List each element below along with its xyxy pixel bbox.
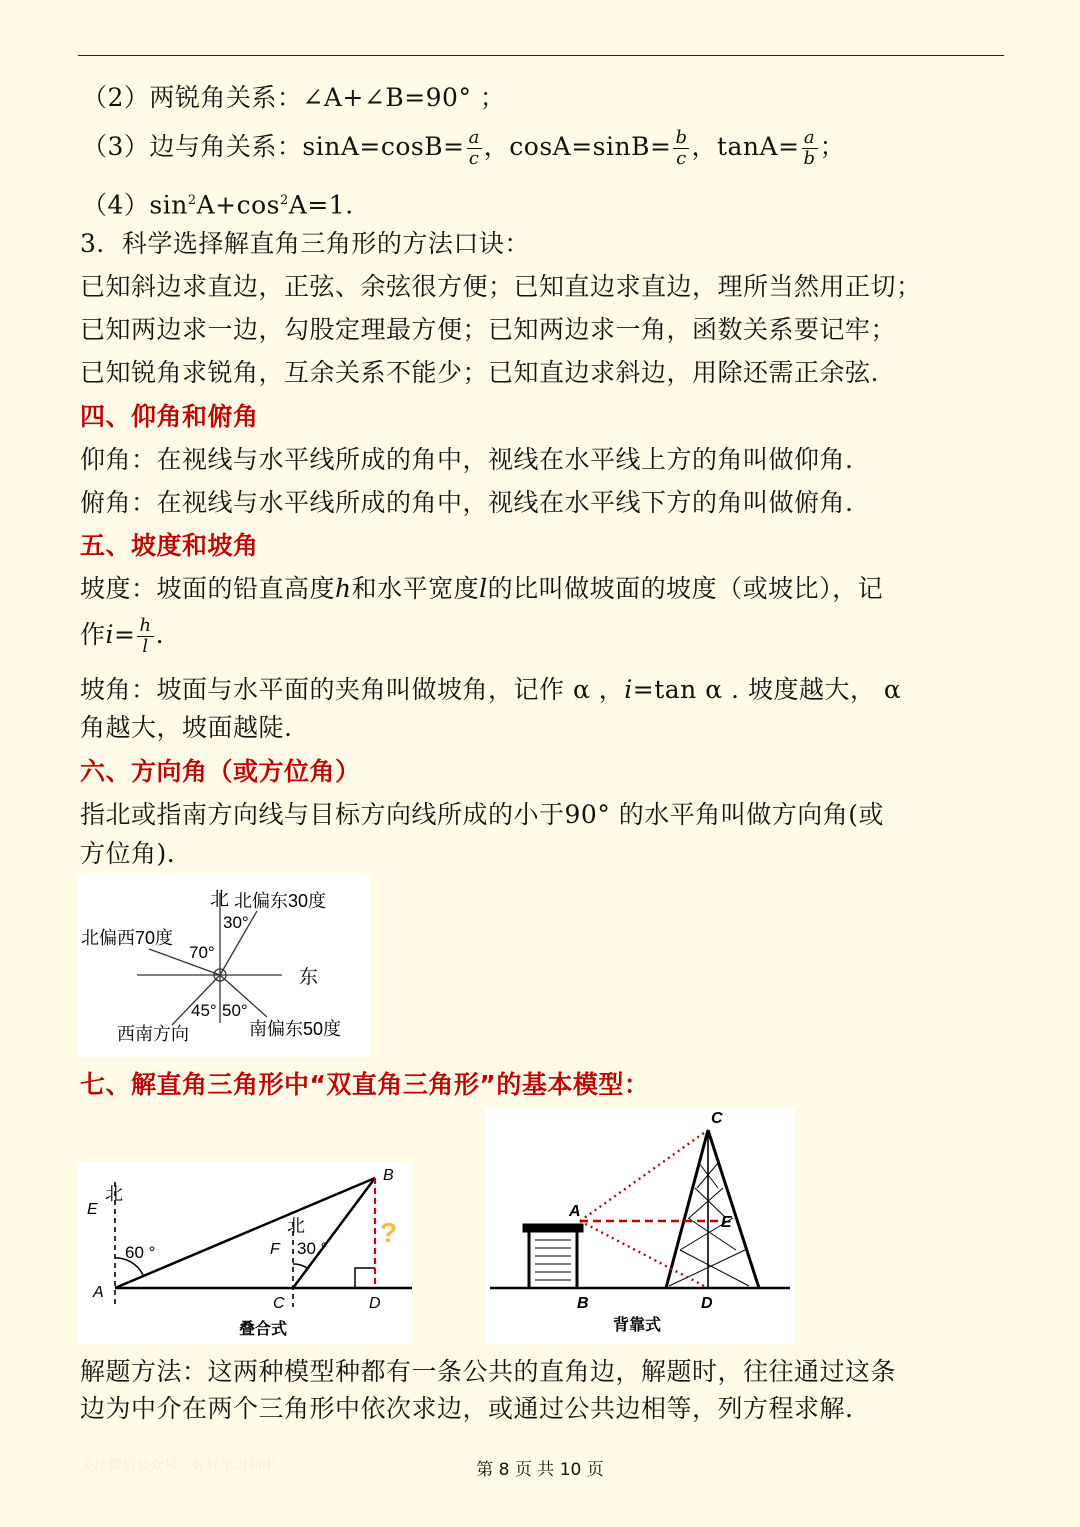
- compass-east-label: 东: [299, 967, 319, 988]
- question-mark: ?: [380, 1217, 398, 1248]
- svg-text:A: A: [93, 1284, 104, 1301]
- direction-angle-continued: 方位角).: [80, 839, 176, 868]
- page-number: 第 8 页 共 10 页: [476, 1460, 604, 1480]
- tan-formula: ，tanA=: [691, 132, 800, 161]
- overlap-caption: 叠合式: [239, 1321, 288, 1338]
- svg-text:D: D: [701, 1295, 713, 1312]
- svg-text:30 °: 30 °: [297, 1239, 328, 1258]
- fraction-b-c: $\frac{b}{c}$: [675, 127, 688, 169]
- mnemonic-line-2: 已知两边求一边，勾股定理最方便；已知两边求一角，函数关系要记牢；: [80, 315, 897, 344]
- method-line-1: 解题方法：这两种模型种都有一条公共的直角边，解题时，往往通过这条: [80, 1357, 897, 1386]
- back-model-diagram: [485, 1108, 795, 1344]
- svg-text:F: F: [270, 1241, 280, 1258]
- compass-ne30-label: 北偏东30度: [234, 891, 327, 911]
- compass-nw70-label: 北偏西70度: [81, 928, 174, 948]
- back-caption: 背靠式: [613, 1317, 662, 1334]
- svg-text:A: A: [569, 1203, 581, 1220]
- overlap-model-diagram: [77, 1162, 412, 1344]
- relation-angles-formula: ∠A+∠B=90°: [302, 83, 472, 112]
- compass-se50-label: 南偏东50度: [249, 1019, 342, 1039]
- section-6-heading: 六、方向角（或方位角）: [80, 757, 361, 786]
- tower-left-leg: [666, 1130, 708, 1288]
- section-4-heading: 四、仰角和俯角: [80, 402, 259, 431]
- compass-50-label: 50°: [222, 1001, 248, 1020]
- svg-text:北: 北: [105, 1184, 123, 1204]
- relation-angles: （2）两锐角关系：∠A+∠B=90° ；: [82, 83, 506, 112]
- compass-north-label: 北: [210, 889, 230, 910]
- svg-text:C: C: [273, 1295, 285, 1312]
- fraction-h-l: $\frac{h}{l}$: [139, 615, 152, 657]
- cos-formula: ，cosA=sinB=: [483, 132, 672, 161]
- svg-text:E: E: [87, 1201, 98, 1218]
- svg-text:B: B: [383, 1167, 394, 1184]
- compass-sw-label: 西南方向: [117, 1024, 189, 1044]
- slope-angle-definition: 坡角：坡面与水平面的夹角叫做坡角，记作 α ，i=tan α . 坡度越大， α: [80, 675, 902, 704]
- compass-30-label: 30°: [223, 913, 249, 932]
- elevation-definition: 仰角：在视线与水平线所成的角中，视线在水平线上方的角叫做仰角.: [80, 445, 854, 474]
- compass-diagram: [77, 875, 371, 1057]
- mnemonic-line-3: 已知锐角求锐角，互余关系不能少；已知直边求斜边，用除还需正余弦.: [80, 358, 879, 387]
- direction-angle-definition: 指北或指南方向线与目标方向线所成的小于90° 的水平角叫做方向角(或: [80, 800, 885, 829]
- mnemonic-title: 3．科学选择解直角三角形的方法口诀：: [80, 229, 530, 258]
- svg-text:60 °: 60 °: [125, 1243, 156, 1262]
- section-5-heading: 五、坡度和坡角: [80, 531, 259, 560]
- footer-watermark: 关注微信公众号：好好学习初中: [80, 1458, 276, 1474]
- section-7-heading: 七、解直角三角形中“双直角三角形”的基本模型：: [80, 1070, 650, 1099]
- relation-square: $(4)\sin^2A+\cos^2A=1$.: [82, 190, 354, 220]
- sin-formula: sinA=cosB=: [302, 132, 465, 161]
- mnemonic-line-1: 已知斜边求直边，正弦、余弦很方便；已知直边求直边，理所当然用正切；: [80, 272, 922, 301]
- relation-angles-label: （2）两锐角关系：: [82, 83, 303, 112]
- slope-angle-continued: 角越大，坡面越陡.: [80, 713, 293, 742]
- fraction-a-c: $\frac{a}{c}$: [468, 127, 480, 169]
- grade-definition: 坡度：坡面的铅直高度h和水平宽度l的比叫做坡面的坡度（或坡比），记: [80, 574, 884, 603]
- grade-formula: 作i= $\frac{h}{l}$ .: [80, 615, 165, 657]
- method-line-2: 边为中介在两个三角形中依次求边，或通过公共边相等，列方程求解.: [80, 1394, 854, 1423]
- svg-text:C: C: [711, 1110, 723, 1127]
- relation-sides: （3）边与角关系：sinA=cosB= $\frac{a}{c}$ ，cosA=sinB= $\frac{b}{c}$ ，tanA= $\frac{a}{b}$ ；: [82, 127, 846, 169]
- svg-text:B: B: [577, 1295, 589, 1312]
- fraction-a-b: $\frac{a}{b}$: [803, 127, 816, 169]
- building-roof: [523, 1224, 583, 1232]
- svg-text:D: D: [369, 1295, 381, 1312]
- compass-70-label: 70°: [189, 943, 215, 962]
- top-rule: [78, 55, 1004, 56]
- compass-45-label: 45°: [191, 1001, 217, 1020]
- segment-ab: [115, 1178, 375, 1288]
- depression-definition: 俯角：在视线与水平线所成的角中，视线在水平线下方的角叫做俯角.: [80, 488, 854, 517]
- svg-text:E: E: [721, 1214, 732, 1231]
- svg-text:北: 北: [287, 1216, 305, 1236]
